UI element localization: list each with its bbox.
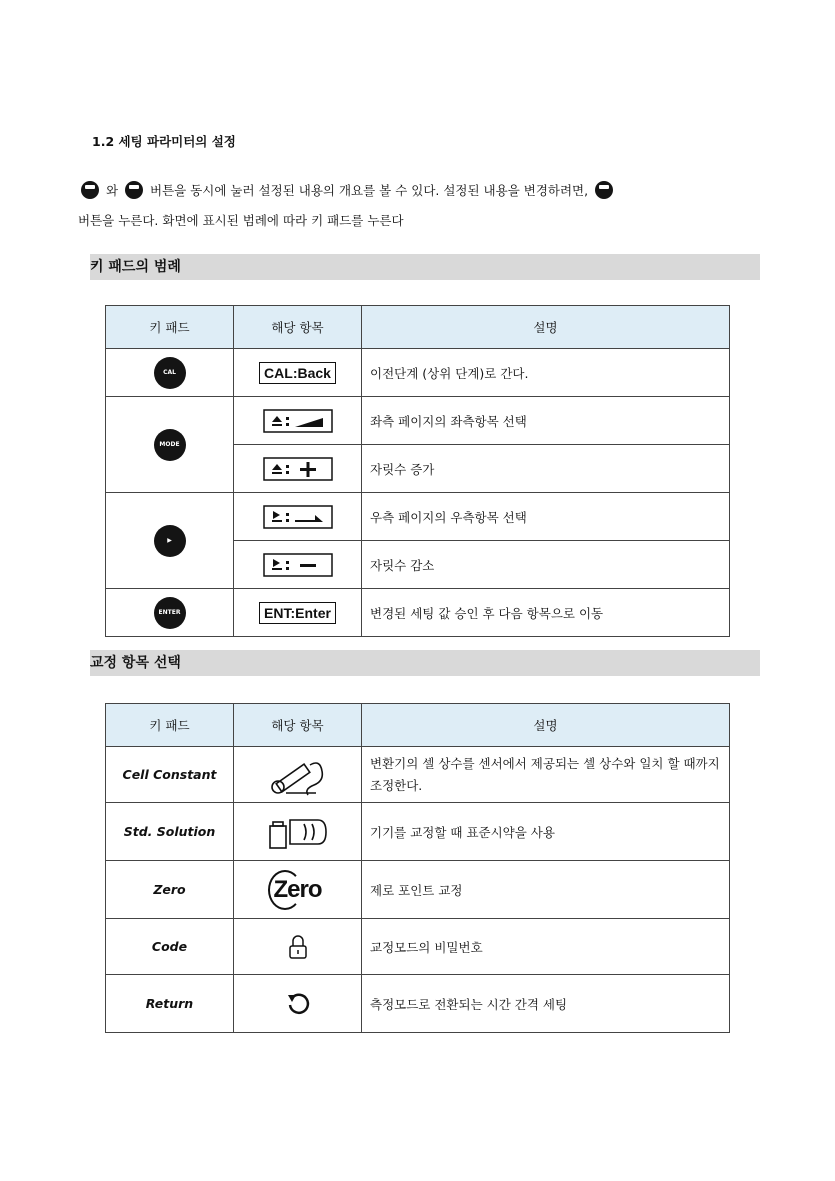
return-cycle-icon — [234, 975, 362, 1033]
table-row: 자릿수 증가 — [106, 445, 730, 493]
cell-sensor-icon — [234, 747, 362, 803]
table-row: ENTER ENT:Enter 변경된 세팅 값 승인 후 다음 항목으로 이동 — [106, 589, 730, 637]
intro-paragraph: 와 버튼을 동시에 눌러 설정된 내용의 개요를 볼 수 있다. 설정된 내용을 변경하려면, 버튼을 누른다. 화면에 표시된 범례에 따라 키 패드를 누른다 — [78, 176, 758, 236]
section-title: 1.2 세팅 파라미터의 설정 — [92, 134, 236, 149]
cal-key-icon: CAL — [154, 357, 186, 389]
calib-header-desc: 설명 — [362, 704, 730, 747]
table-row: Zero Zero 제로 포인트 교정 — [106, 861, 730, 919]
enter-display: ENT:Enter — [259, 602, 336, 624]
mode-button-icon — [125, 181, 143, 199]
table-row: Std. Solution 기기를 교정할 때 표준시약을 사용 — [106, 803, 730, 861]
table-row: Code 교정모드의 비밀번호 — [106, 919, 730, 975]
calib-title: 교정 항목 선택 — [90, 655, 181, 671]
zero-icon: Zero — [234, 861, 362, 919]
legend-table — [105, 305, 730, 637]
table-row: 자릿수 감소 — [106, 541, 730, 589]
table-row: Cell Constant 변환기의 셀 상수를 센서에서 제공되는 셀 상수와 일치 할 때까지 조정한다. — [106, 747, 730, 803]
table-row: Return 측정모드로 전환되는 시간 간격 세팅 — [106, 975, 730, 1033]
table-row: MODE 좌측 페이지의 좌측항목 선택 — [106, 397, 730, 445]
calib-header-item: 해당 항목 — [234, 704, 362, 747]
lock-icon — [234, 919, 362, 975]
right-key-icon: ▶ — [154, 525, 186, 557]
mode-key-icon: MODE — [154, 429, 186, 461]
enter-key-icon: ENTER — [154, 597, 186, 629]
legend-header-item: 해당 항목 — [234, 306, 362, 349]
table-row: CAL CAL:Back 이전단계 (상위 단계)로 간다. — [106, 349, 730, 397]
cal-button-icon — [81, 181, 99, 199]
calib-table — [105, 703, 730, 1033]
legend-header-desc: 설명 — [362, 306, 730, 349]
legend-section-bar — [90, 254, 760, 280]
legend-header-key: 키 패드 — [106, 306, 234, 349]
enter-button-icon — [595, 181, 613, 199]
solution-bottle-icon — [234, 803, 362, 861]
left-select-icon — [234, 397, 362, 445]
back-display: CAL:Back — [259, 362, 336, 384]
table-row: ▶ 우측 페이지의 우측항목 선택 — [106, 493, 730, 541]
increase-icon — [234, 445, 362, 493]
legend-title: 키 패드의 범례 — [90, 259, 181, 275]
calib-section-bar — [90, 650, 760, 676]
calib-header-key: 키 패드 — [106, 704, 234, 747]
decrease-icon — [234, 541, 362, 589]
right-select-icon — [234, 493, 362, 541]
